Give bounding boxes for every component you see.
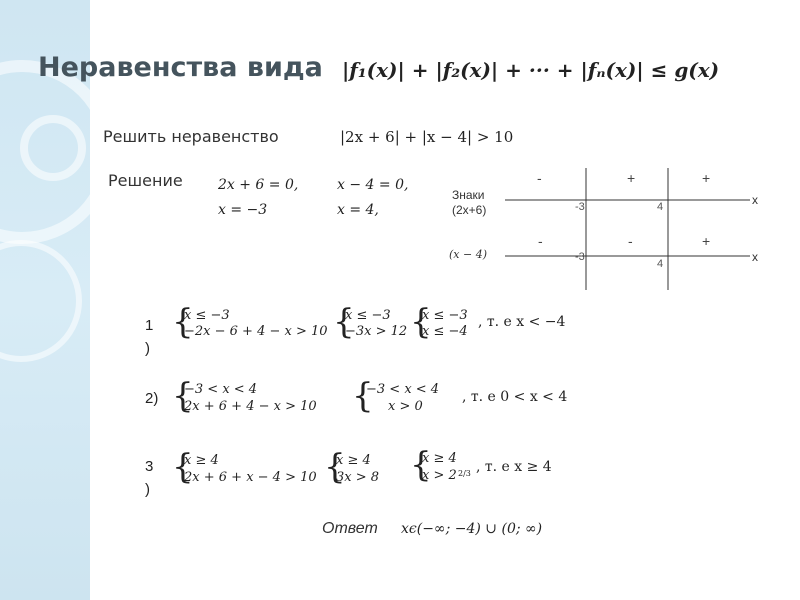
case-2-system-a-line-1: −3 < x < 4 xyxy=(184,382,258,397)
solution-label: Решение xyxy=(108,171,183,190)
sign-r1-c1: - xyxy=(537,170,542,186)
case-3-fraction: 2/3 xyxy=(458,469,471,478)
case-3-number: 3 xyxy=(145,458,154,475)
case-3-brace-b: { xyxy=(324,447,346,487)
sign-r1-c3: + xyxy=(702,170,711,186)
sign-r2-c2: - xyxy=(628,233,633,249)
case-3-brace-c: { xyxy=(410,445,432,485)
equation-2-line-1: x − 4 = 0, xyxy=(337,177,409,193)
decorative-circle xyxy=(20,115,86,181)
sign-r2-c1: - xyxy=(538,233,543,249)
title-formula: |f₁(x)| + |f₂(x)| + ··· + |fₙ(x)| ≤ g(x) xyxy=(342,58,720,82)
case-2-system-b-line-1: −3 < x < 4 xyxy=(366,382,440,397)
case-3-system-b-line-1: x ≥ 4 xyxy=(336,453,371,468)
equation-2-line-2: x = 4, xyxy=(337,202,379,218)
case-2-number: 2) xyxy=(145,390,159,407)
case-2-brace-b: { xyxy=(352,376,374,416)
case-2-system-b-line-2: x > 0 xyxy=(388,399,423,414)
case-3-number-paren: ) xyxy=(145,481,150,498)
sign-row-1-label-line-1: Знаки xyxy=(452,188,485,202)
case-1-system-b-line-2: −3x > 12 xyxy=(345,324,408,339)
axis-label-x-row-2: x xyxy=(752,250,758,264)
case-2-system-a-line-2: 2x + 6 + 4 − x > 10 xyxy=(184,399,317,414)
case-1-brace-b: { xyxy=(333,302,355,342)
case-1-result: , т. е x < −4 xyxy=(478,314,566,330)
case-2-brace-a: { xyxy=(172,376,194,416)
case-1-number: 1 xyxy=(145,317,154,334)
decorative-side-band xyxy=(0,0,90,600)
case-1-number-paren: ) xyxy=(145,340,150,357)
equation-1-line-2: x = −3 xyxy=(218,202,268,218)
case-3-system-c-line-1: x ≥ 4 xyxy=(422,451,457,466)
sign-r1-c2: + xyxy=(627,170,636,186)
case-1-brace-c: { xyxy=(410,302,432,342)
answer-label: Ответ xyxy=(322,520,378,537)
sign-r2-c3: + xyxy=(702,233,711,249)
tick-label-4-row-2: 4 xyxy=(657,258,664,270)
case-3-brace-a: { xyxy=(172,447,194,487)
task-formula: |2x + 6| + |x − 4| > 10 xyxy=(340,128,514,146)
task-label: Решить неравенство xyxy=(103,127,279,146)
tick-label-minus-3: -3 xyxy=(575,201,585,213)
case-1-brace-a: { xyxy=(172,302,194,342)
case-3-system-a-line-2: 2x + 6 + x − 4 > 10 xyxy=(184,470,317,485)
case-1-system-a-line-2: −2x − 6 + 4 − x > 10 xyxy=(184,324,328,339)
sign-table xyxy=(440,160,770,295)
case-2-result: , т. е 0 < x < 4 xyxy=(462,389,568,405)
answer-formula: xϵ(−∞; −4) ∪ (0; ∞) xyxy=(401,521,543,537)
case-3-result: , т. е x ≥ 4 xyxy=(476,459,552,475)
case-1-system-b-line-1: x ≤ −3 xyxy=(345,308,391,323)
case-3-system-b-line-2: 3x > 8 xyxy=(336,470,380,485)
sign-row-1-label-line-2: (2x+6) xyxy=(452,203,487,217)
case-1-system-c-line-1: x ≤ −3 xyxy=(422,308,468,323)
tick-label-4: 4 xyxy=(657,201,664,213)
decorative-circle xyxy=(0,240,82,362)
case-1-system-c-line-2: x ≤ −4 xyxy=(422,324,468,339)
case-3-system-c-line-2: x > 2 xyxy=(422,468,457,483)
case-1-system-a-line-1: x ≤ −3 xyxy=(184,308,230,323)
case-3-system-a-line-1: x ≥ 4 xyxy=(184,453,219,468)
axis-label-x: x xyxy=(752,193,758,207)
sign-row-2-label: (x − 4) xyxy=(449,248,487,261)
tick-label-minus-3-row-2: -3 xyxy=(575,251,585,263)
slide-title: Неравенства вида xyxy=(38,52,323,83)
equation-1-line-1: 2x + 6 = 0, xyxy=(218,177,299,193)
